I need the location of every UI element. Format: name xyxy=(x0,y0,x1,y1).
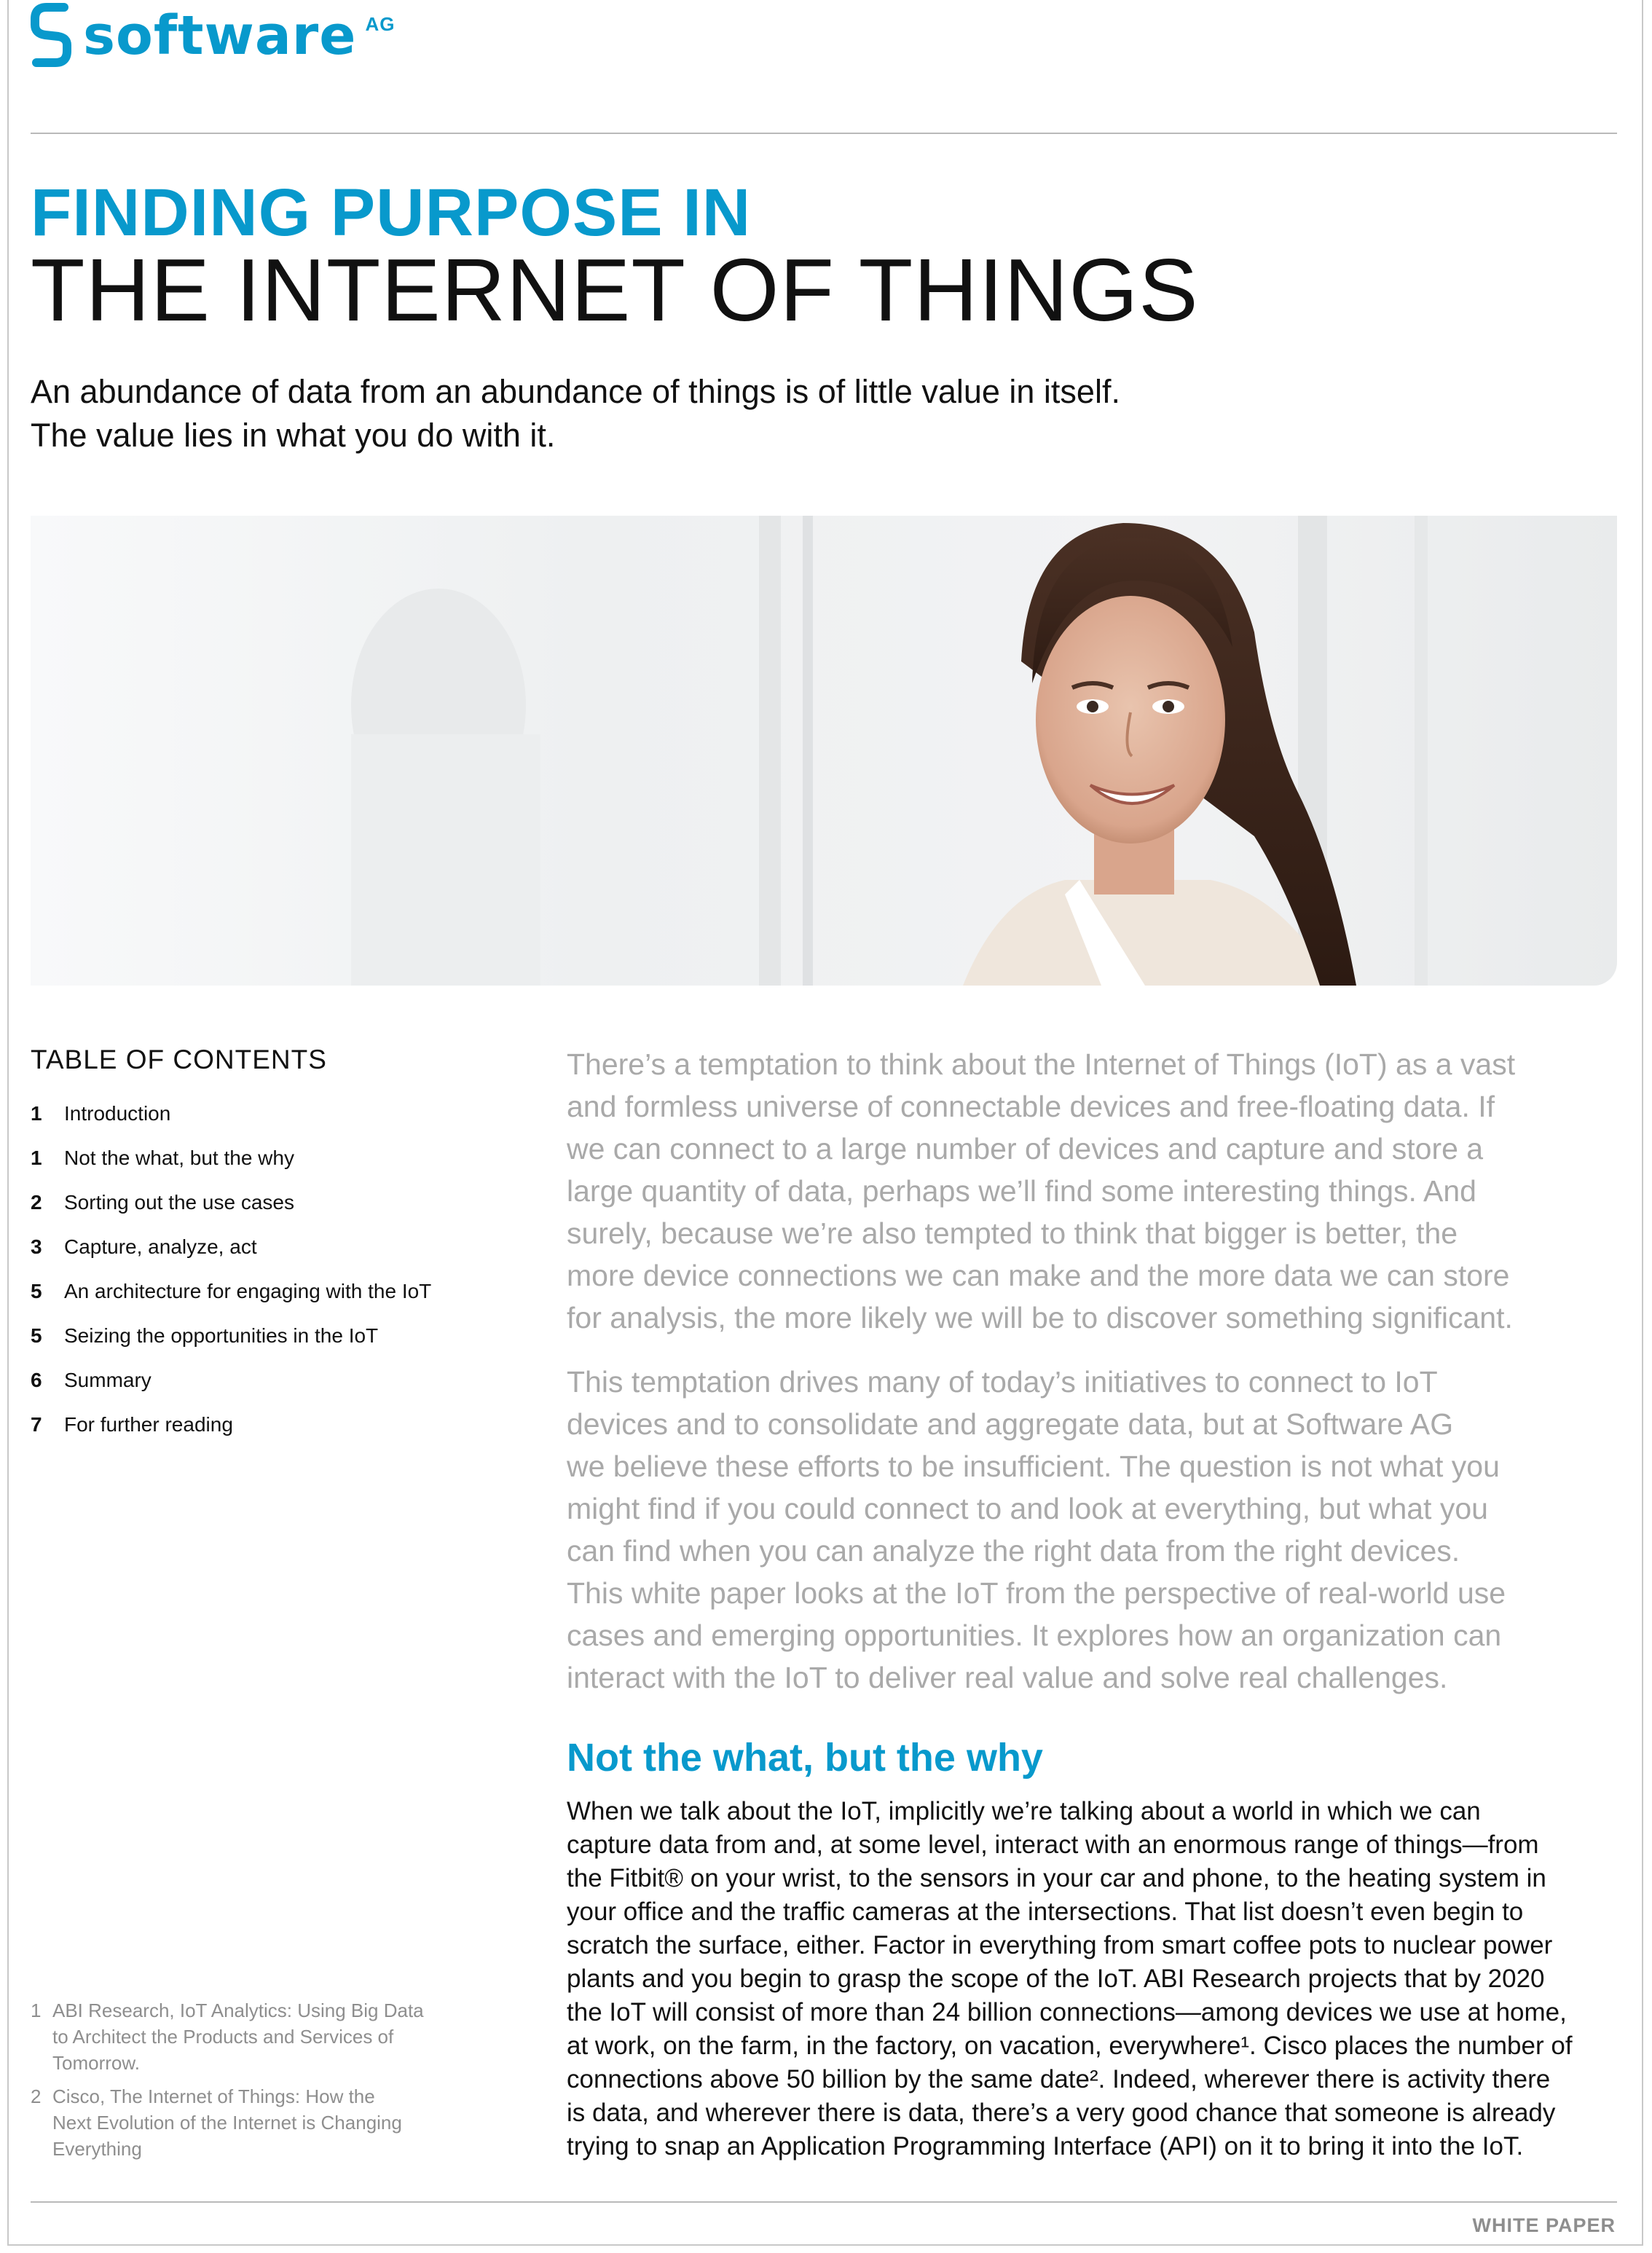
toc-item-introduction[interactable] xyxy=(31,1091,497,1136)
intro-line: can find when you can analyze the right data from the right devices. xyxy=(567,1534,1460,1568)
toc-heading: TABLE OF CONTENTS xyxy=(31,1045,327,1074)
section-body xyxy=(567,1795,1619,2163)
toc-page-number: 7 xyxy=(31,1412,42,1436)
footnotes xyxy=(31,1997,482,2169)
logo-wordmark: software xyxy=(83,4,357,67)
toc-page-number: 1 xyxy=(31,1146,42,1169)
hero-image xyxy=(31,516,1617,986)
title-line-2: THE INTERNET OF THINGS xyxy=(31,240,1199,339)
footnote-line: ABI Research, IoT Analytics: Using Big Data xyxy=(52,2000,424,2021)
bottom-divider xyxy=(31,2201,1617,2203)
footnote-line: Tomorrow. xyxy=(52,2052,140,2074)
body-line: the Fitbit® on your wrist, to the sensors in your car and phone, to the heating system in xyxy=(567,1864,1546,1892)
subtitle-line-1: An abundance of data from an abundance of things is of little value in itself. xyxy=(31,373,1120,410)
intro-paragraph-2 xyxy=(567,1361,1619,1699)
title-line-1: FINDING PURPOSE IN xyxy=(31,176,752,250)
body-line: trying to snap an Application Programming Interface (API) on it to bring it into the IoT. xyxy=(567,2132,1524,2160)
footnote-line: Cisco, The Internet of Things: How the xyxy=(52,2085,375,2107)
footnote-number: 2 xyxy=(31,2085,42,2107)
footnote-1 xyxy=(31,1997,482,2076)
software-ag-s-logo-icon xyxy=(31,3,73,67)
toc-page-number: 1 xyxy=(31,1101,42,1125)
body-line: When we talk about the IoT, implicitly we’re talking about a world in which we can xyxy=(567,1797,1481,1825)
intro-line: This temptation drives many of today’s initiatives to connect to IoT xyxy=(567,1365,1438,1399)
intro-line: we believe these efforts to be insufficient. The question is not what you xyxy=(567,1450,1500,1483)
footnote-line: Everything xyxy=(52,2138,142,2160)
body-line: at work, on the farm, in the factory, on vacation, everywhere¹. Cisco places the number of xyxy=(567,2032,1573,2060)
toc-page-number: 6 xyxy=(31,1368,42,1391)
toc-item-summary[interactable] xyxy=(31,1358,497,1402)
footer-label: WHITE PAPER xyxy=(1472,2214,1616,2236)
toc-item-opportunities[interactable] xyxy=(31,1313,497,1358)
smiling-woman-photo xyxy=(31,516,1617,986)
toc-label: An architecture for engaging with the IoT xyxy=(64,1279,432,1302)
intro-line: we can connect to a large number of devices and capture and store a xyxy=(567,1132,1484,1165)
toc-label: For further reading xyxy=(64,1412,233,1436)
intro-line: large quantity of data, perhaps we’ll find some interesting things. And xyxy=(567,1174,1476,1208)
toc-label: Not the what, but the why xyxy=(64,1146,294,1169)
intro-line: more device connections we can make and the more data we can store xyxy=(567,1259,1510,1292)
toc-item-further-reading[interactable] xyxy=(31,1402,497,1447)
toc-item-not-the-what[interactable] xyxy=(31,1136,497,1180)
toc-item-capture-analyze-act[interactable] xyxy=(31,1224,497,1269)
toc-page-number: 5 xyxy=(31,1279,42,1302)
toc-page-number: 2 xyxy=(31,1190,42,1214)
intro-line: surely, because we’re also tempted to think that bigger is better, the xyxy=(567,1216,1458,1250)
footnote-text xyxy=(52,2083,402,2162)
toc-label: Seizing the opportunities in the IoT xyxy=(64,1324,379,1347)
intro-paragraph-1 xyxy=(567,1043,1619,1339)
intro-line: This white paper looks at the IoT from the perspective of real-world use xyxy=(567,1576,1506,1610)
footnote-2 xyxy=(31,2083,482,2162)
footnote-number: 1 xyxy=(31,2000,42,2021)
section-heading: Not the what, but the why xyxy=(567,1736,1043,1780)
body-line: scratch the surface, either. Factor in everything from smart coffee pots to nuclear power xyxy=(567,1931,1553,1959)
body-line: your office and the traffic cameras at the intersections. That list doesn’t even begin to xyxy=(567,1898,1524,1926)
toc-item-use-cases[interactable] xyxy=(31,1180,497,1224)
intro-text xyxy=(567,1043,1619,1721)
footnote-line: to Architect the Products and Services of xyxy=(52,2026,394,2048)
toc-page-number: 3 xyxy=(31,1235,42,1258)
footnote-line: Next Evolution of the Internet is Changing xyxy=(52,2112,402,2134)
toc-label: Capture, analyze, act xyxy=(64,1235,257,1258)
toc-label: Introduction xyxy=(64,1101,171,1125)
table-of-contents xyxy=(31,1091,497,1447)
intro-line: for analysis, the more likely we will be to discover something significant. xyxy=(567,1301,1513,1334)
logo-ag-suffix: AG xyxy=(365,13,396,35)
toc-page-number: 5 xyxy=(31,1324,42,1347)
intro-line: might find if you could connect to and look at everything, but what you xyxy=(567,1492,1488,1525)
footnote-text xyxy=(52,1997,424,2076)
intro-line: devices and to consolidate and aggregate data, but at Software AG xyxy=(567,1407,1454,1441)
body-line: the IoT will consist of more than 24 billion connections—among devices we use at home, xyxy=(567,1998,1567,2026)
toc-label: Summary xyxy=(64,1368,152,1391)
intro-line: cases and emerging opportunities. It explores how an organization can xyxy=(567,1619,1502,1652)
intro-line: There’s a temptation to think about the Internet of Things (IoT) as a vast xyxy=(567,1047,1516,1081)
subtitle-line-2: The value lies in what you do with it. xyxy=(31,417,556,454)
software-ag-logo xyxy=(31,3,395,68)
intro-line: and formless universe of connectable devices and free-floating data. If xyxy=(567,1090,1495,1123)
toc-label: Sorting out the use cases xyxy=(64,1190,294,1214)
body-line: plants and you begin to grasp the scope of the IoT. ABI Research projects that by 2020 xyxy=(567,1965,1545,1993)
body-line: is data, and wherever there is data, there’s a very good chance that someone is already xyxy=(567,2099,1556,2127)
subtitle xyxy=(31,370,1269,457)
body-line: connections above 50 billion by the same date². Indeed, wherever there is activity there xyxy=(567,2065,1551,2093)
top-divider xyxy=(31,133,1617,134)
intro-line: interact with the IoT to deliver real value and solve real challenges. xyxy=(567,1661,1448,1694)
toc-item-architecture[interactable] xyxy=(31,1269,497,1313)
body-line: capture data from and, at some level, interact with an enormous range of things—from xyxy=(567,1831,1539,1859)
